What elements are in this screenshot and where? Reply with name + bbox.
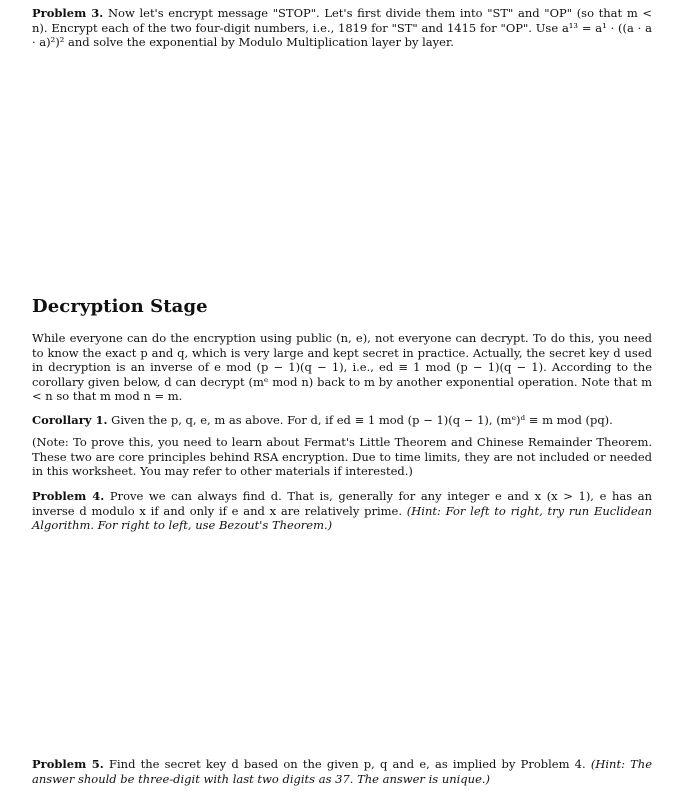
decryption-paragraph: While everyone can do the encryption using public (n, e), not everyone can decrypt. To do this, you need to know the exact p and q, which is very large and kept secret in practice. Actually, the secret key d used in decryption is an inverse of e mod (p − 1)(q − 1), i.e., ed ≡ 1 mod (p − 1)(q − 1). According to the corollary given below, d can decrypt (mᵉ mod n) back to m by another exponential operation. Note that m < n so that m mod n = m. bbox=[32, 331, 652, 404]
problem-4-hint: (Hint: For left to right, try run Euclidean Algorithm. For right to left, use Bezout's Theorem.) bbox=[32, 503, 652, 533]
corollary-1 bbox=[32, 413, 652, 428]
problem-3-label: Problem 3. bbox=[32, 6, 104, 20]
problem-5-hint: (Hint: The answer should be three-digit with last two digits as 37. The answer is unique.) bbox=[32, 757, 653, 786]
problem-5-label: Problem 5. bbox=[32, 757, 104, 771]
corollary-1-label: Corollary 1. bbox=[32, 413, 108, 427]
problem-4 bbox=[32, 489, 652, 533]
section-title-decryption: Decryption Stage bbox=[32, 296, 208, 317]
note-paragraph: (Note: To prove this, you need to learn about Fermat's Little Theorem and Chinese Remainder Theorem. These two are core principles behind RSA encryption. Due to time limits, they are not included or needed in this worksheet. You may refer to other materials if interested.) bbox=[32, 435, 652, 479]
problem-3-text: Now let's encrypt message "STOP". Let's first divide them into "ST" and "OP" (so that m < n). Encrypt each of the two four-digit numbers, i.e., 1819 for "ST" and 1415 for "OP". Use a¹³ = a¹ · ((a · a · a)²)² and solve the exponential by Modulo Multiplication layer by layer. bbox=[32, 6, 653, 50]
problem-5-text: Find the secret key d based on the given p, q and e, as implied by Problem 4. bbox=[109, 757, 586, 771]
problem-3 bbox=[32, 6, 652, 50]
problem-4-label: Problem 4. bbox=[32, 489, 105, 503]
corollary-1-text: Given the p, q, e, m as above. For d, if ed ≡ 1 mod (p − 1)(q − 1), (mᵉ)ᵈ ≡ m mod (pq). bbox=[111, 413, 613, 427]
problem-5 bbox=[32, 757, 652, 786]
problem-4-text: Prove we can always find d. That is, generally for any integer e and x (x > 1), e has an inverse d modulo x if and only if e and x are relatively prime. bbox=[32, 489, 653, 518]
